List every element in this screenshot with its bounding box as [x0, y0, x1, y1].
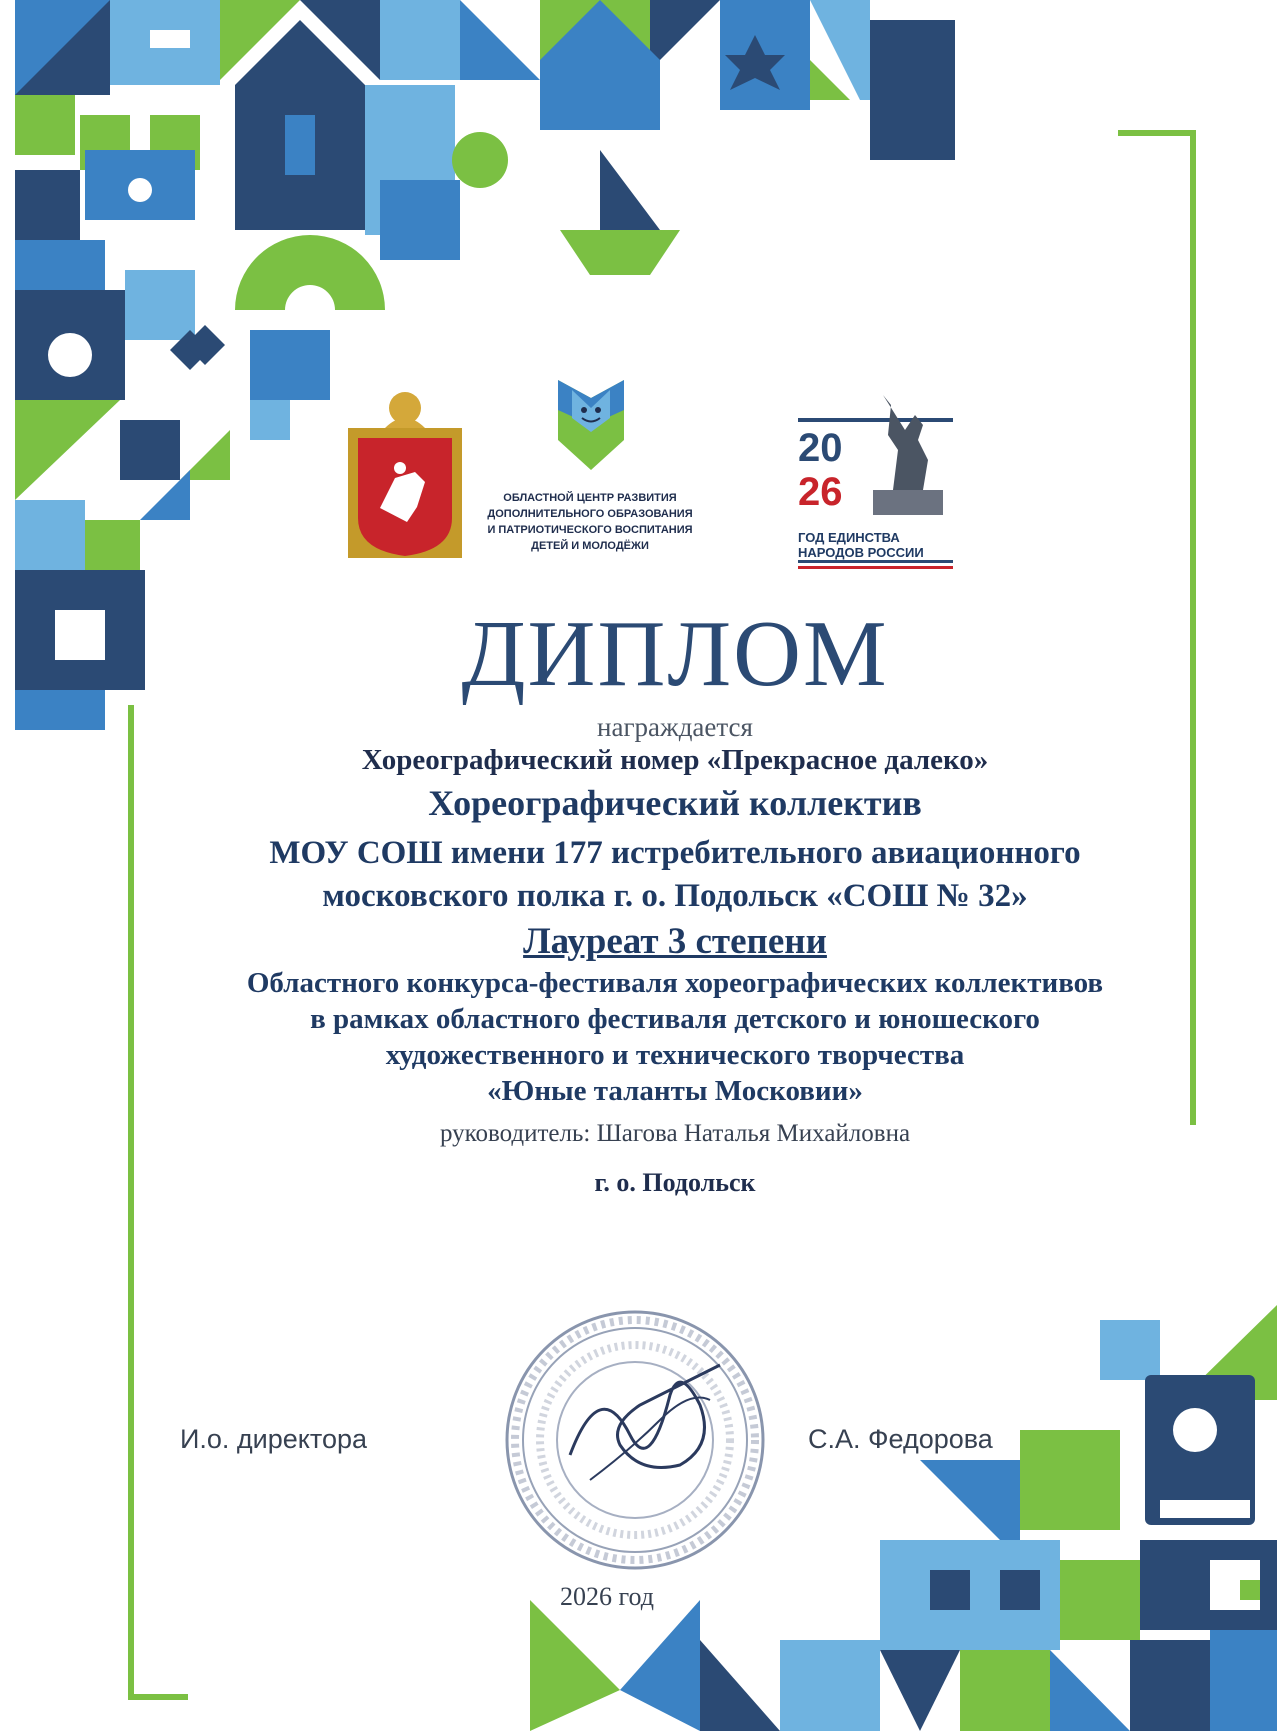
year-of-unity-logo [798, 390, 958, 560]
regional-center-logo [480, 380, 700, 560]
org-name-line: ДЕТЕЙ И МОЛОДЁЖИ [531, 540, 649, 552]
contest-line: в рамках областного фестиваля детского и юношеского [310, 1003, 1040, 1035]
regional-center-name [480, 490, 700, 554]
contest-line: Областного конкурса-фестиваля хореографических коллективов [246, 967, 1104, 999]
logo-row [340, 380, 980, 580]
year-logo-caption-line: НАРОДОВ РОССИИ [798, 545, 924, 560]
year-logo-digits-top: 20 [798, 426, 843, 470]
school-name [120, 832, 1230, 918]
diploma-title: ДИПЛОМ [461, 602, 889, 706]
diploma-year: 2026 год [560, 1582, 654, 1611]
dance-number-name: Хореографический номер «Прекрасное далеко» [361, 744, 989, 776]
year-logo-caption-line: ГОД ЕДИНСТВА [798, 530, 900, 545]
year-logo-digits-bottom: 26 [798, 470, 843, 514]
laureate-degree: Лауреат 3 степени [523, 921, 827, 962]
contest-line: художественного и технического творчества [385, 1039, 965, 1071]
moscow-region-coat-of-arms [340, 388, 470, 563]
school-name-line: московского полка г. о. Подольск «СОШ № 32» [322, 878, 1028, 914]
frame-line-bottom-left [128, 1694, 188, 1700]
collective-name: Хореографический коллектив [428, 783, 922, 823]
smiley-shield-icon [558, 380, 624, 470]
year-logo-bottom-bar-blue [798, 560, 953, 563]
org-name-line: И ПАТРИОТИЧЕСКОГО ВОСПИТАНИЯ [487, 524, 693, 536]
org-name-line: ОБЛАСТНОЙ ЦЕНТР РАЗВИТИЯ [503, 492, 677, 504]
contest-description [120, 965, 1230, 1109]
year-logo-bottom-bar-red [798, 566, 953, 569]
city-name: г. о. Подольск [594, 1168, 756, 1197]
signer-position: И.о. директора [180, 1424, 368, 1454]
frame-line-top-right [1118, 130, 1196, 136]
leader-name: руководитель: Шагова Наталья Михайловна [439, 1120, 911, 1147]
school-name-line: МОУ СОШ имени 177 истребительного авиационного [269, 835, 1081, 871]
contest-line: «Юные таланты Московии» [487, 1075, 863, 1107]
monument-icon [848, 390, 948, 520]
awarded-label: награждается [597, 712, 753, 742]
signer-name: С.А. Федорова [808, 1424, 993, 1454]
year-logo-caption [798, 530, 924, 560]
official-stamp [500, 1305, 770, 1575]
org-name-line: ДОПОЛНИТЕЛЬНОГО ОБРАЗОВАНИЯ [487, 508, 693, 520]
